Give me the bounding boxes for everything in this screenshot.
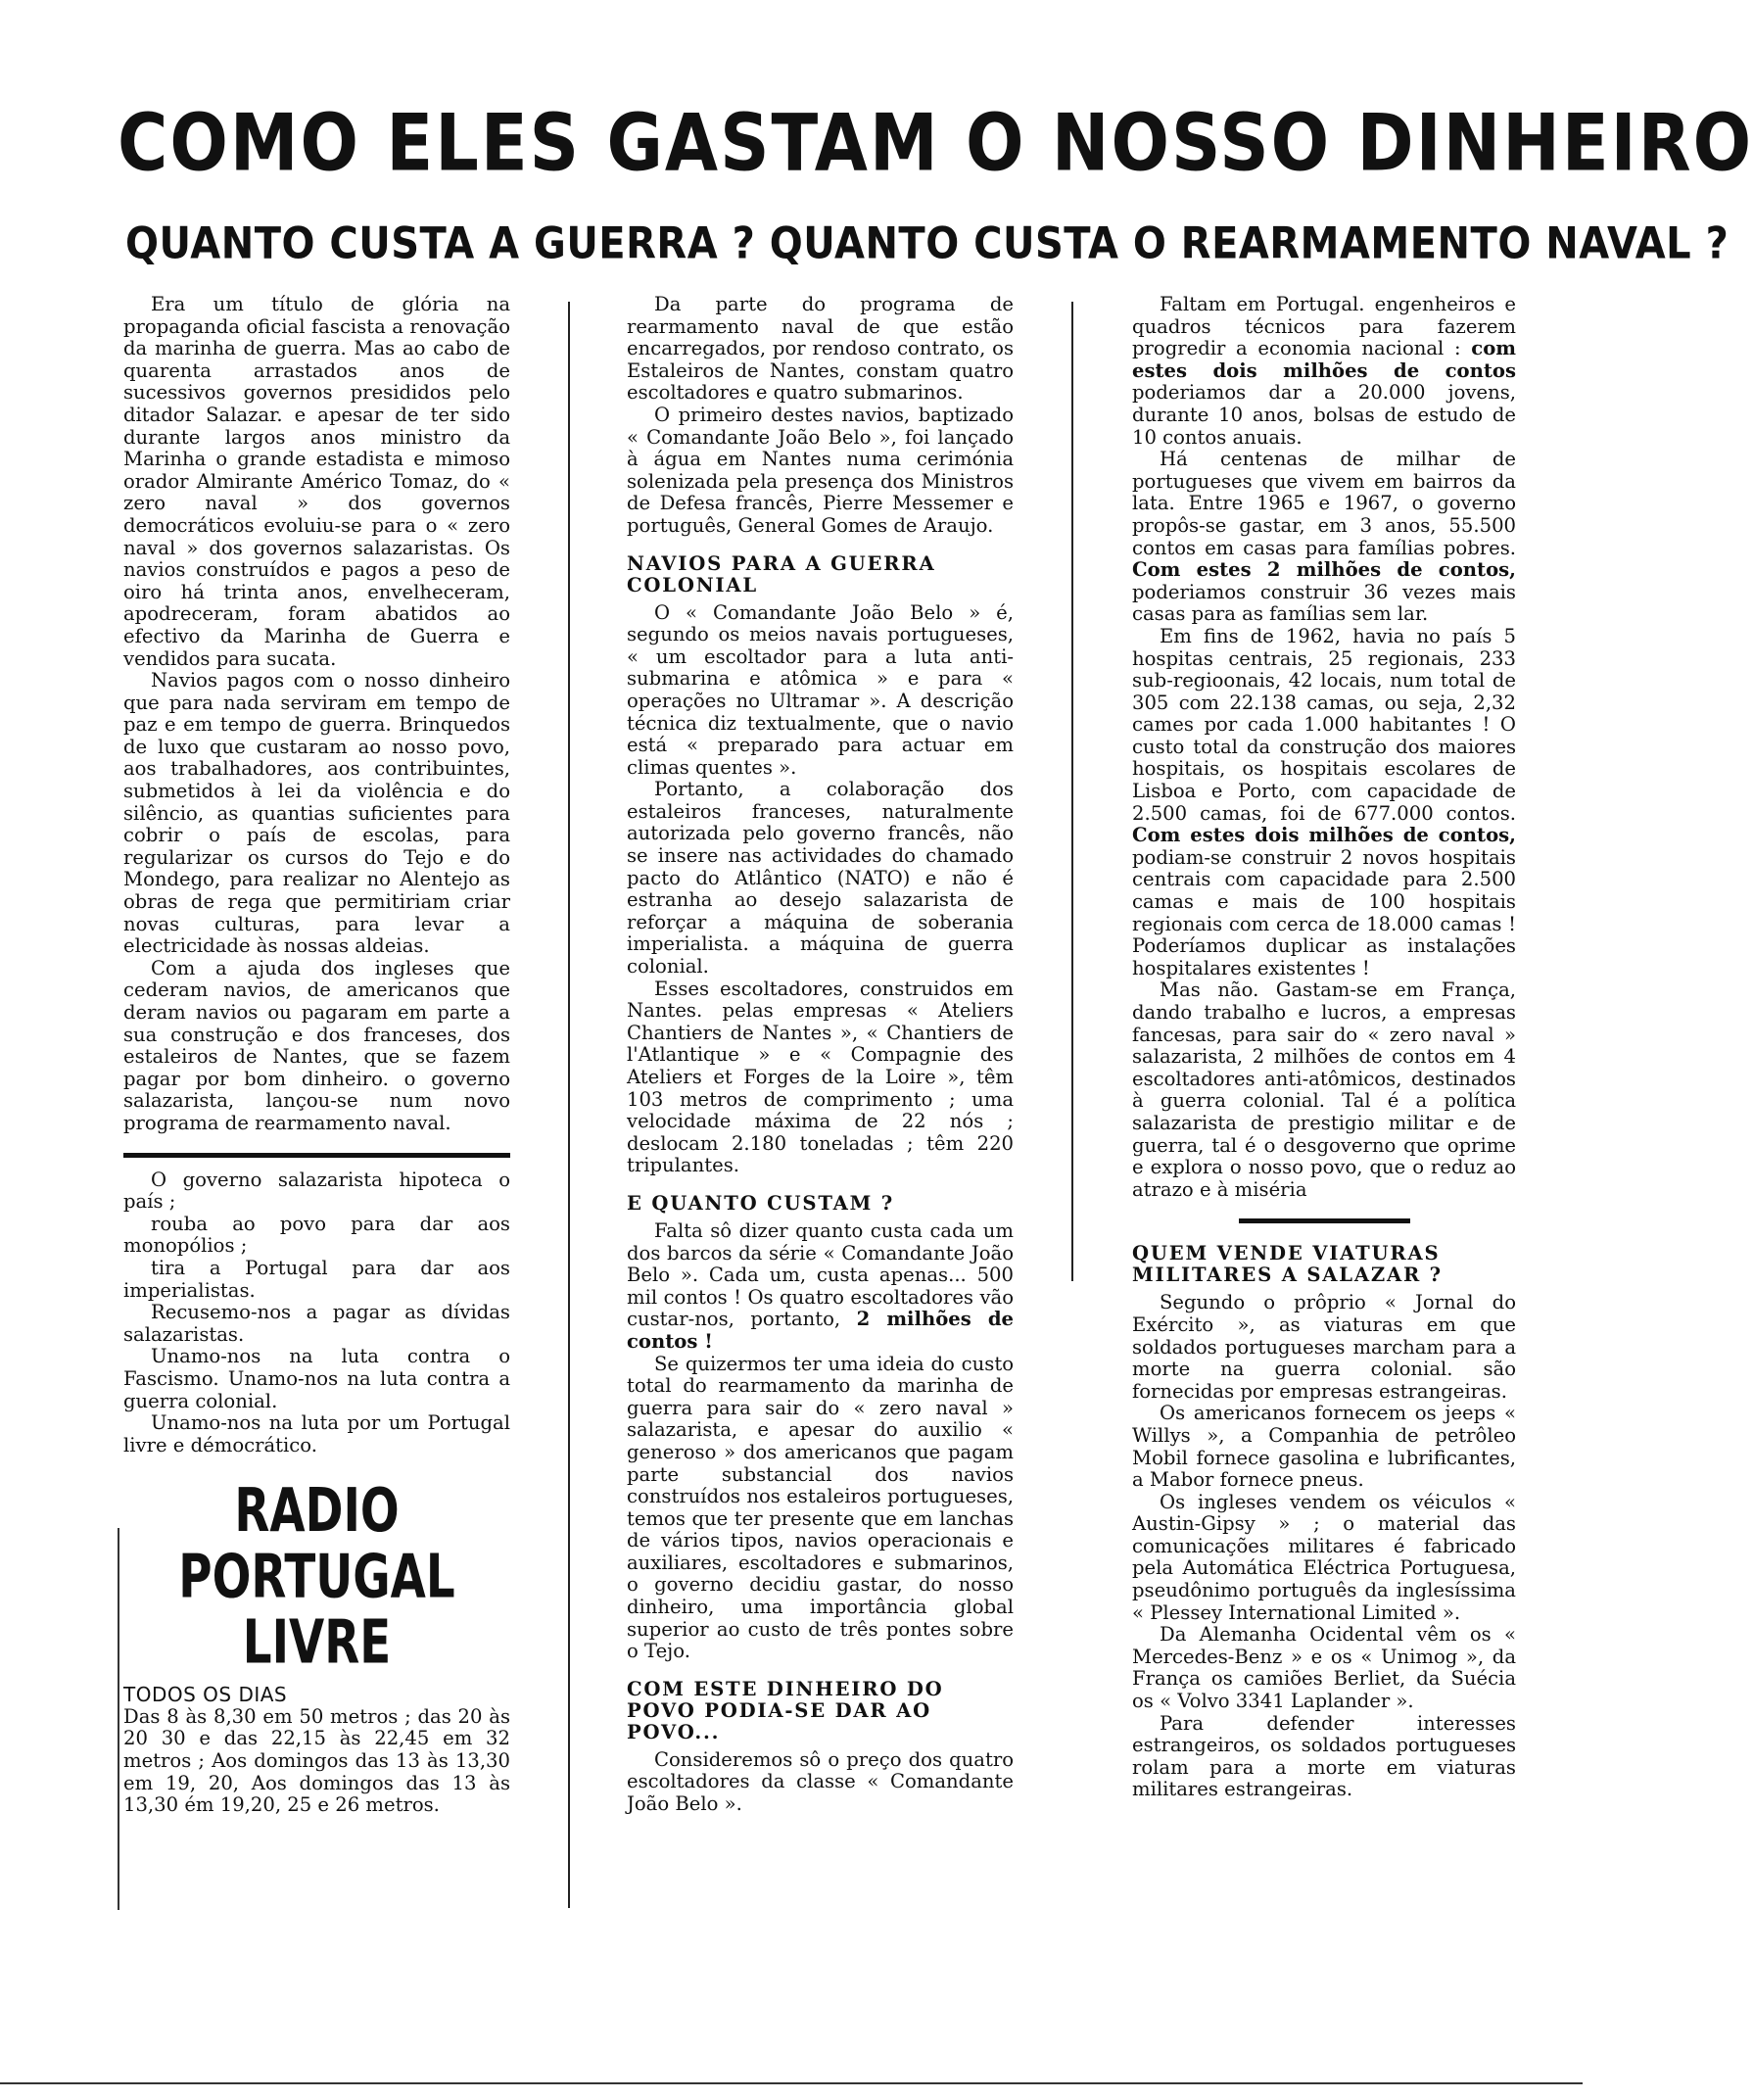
radio-line-2: PORTUGAL — [178, 1542, 455, 1612]
slogan-line: O governo salazarista hipoteca o país ; — [123, 1168, 510, 1214]
page-subtitle: QUANTO CUSTA A GUERRA ? QUANTO CUSTA O REARMAMENTO NAVAL ? — [125, 218, 1729, 269]
emphasis: com estes dois milhões de contos — [1132, 337, 1516, 382]
column-3 — [1132, 294, 1516, 1801]
column-divider-right — [1071, 302, 1073, 1281]
paragraph: Segundo o prôprio « Jornal do Exército », as viaturas em que soldados portugueses marcham para a morte na guerra colonial. são fornecidas por empresas estrangeiras. — [1132, 1291, 1516, 1403]
section-rule — [1239, 1218, 1410, 1223]
paragraph: Mas não. Gastam-se em França, dando trabalho e lucros, a empresas fancesas, para sair do « zero naval » salazarista, 2 milhões de contos em 4 escoltadores anti-atômicos, destinados à guerra colonial. Tal é a política salazarista de prestigio militar e de guerra, tal é o desgoverno que oprime e explora o nosso povo, que o reduz ao atrazo e à miséria — [1132, 978, 1516, 1201]
paragraph-text: Falta sô dizer quanto custa cada um dos barcos da série « Comandante João Belo ». Cada um, custa apenas... 500 mil contos ! Os quatro escoltadores vão custar-nos, portanto, — [627, 1218, 1014, 1331]
column-divider-left — [568, 302, 570, 1908]
page-bottom-rule — [0, 2082, 1583, 2084]
radio-schedule-heading: TODOS OS DIAS — [123, 1683, 288, 1707]
paragraph — [1132, 449, 1516, 626]
emphasis: Com estes dois milhões de contos, — [1132, 824, 1516, 847]
paragraph: Com a ajuda dos ingleses que cederam navios, de americanos que deram navios ou pagaram em parte a sua construção e dos franceses, dos estaleiros de Nantes, que se fazem pagar por bom dinheiro. o governo salazarista, lançou-se num novo programa de rearmamento naval. — [123, 956, 510, 1134]
paragraph: Esses escoltadores, construidos em Nantes. pelas empresas « Ateliers Chantiers de Nantes », « Chantiers de l'Atlantique » e « Compagnie des Ateliers et Forges de la Loire », têm 103 metros de comprimento ; uma velocidade máxima de 22 nós ; deslocam 2.180 toneladas ; têm 220 tripulantes. — [627, 977, 1014, 1177]
column-2 — [627, 294, 1014, 1816]
paragraph-text: Faltam em Portugal. engenheiros e quadros técnicos para fazerem progredir a economia nacional : — [1132, 293, 1516, 360]
slogan-line: tira a Portugal para dar aos imperialistas. — [123, 1256, 510, 1302]
paragraph: Era um título de glória na propaganda oficial fascista a renovação da marinha de guerra. Mas ao cabo de quarenta arrastados anos de sucessivos governos presididos pelo ditador Salazar. e apesar de ter sido durante largos anos ministro da Marinha o grande estadista e mimoso orador Almirante Américo Tomaz, do « zero naval » dos governos democráticos evoluiu-se para o « zero naval » dos governos salazaristas. Os navios construídos e pagos a peso de oiro há trinta anos, envelheceram, apodreceram, foram abatidos ao efectivo da Marinha de Guerra e vendidos para sucata. — [123, 293, 510, 670]
paragraph-text: Há centenas de milhar de portugueses que vivem em bairros da lata. Entre 1965 e 1967, o governo propôs-se gastar, em 3 anos, 55.500 contos em casas para famílias pobres. — [1132, 448, 1516, 559]
column-1 — [123, 294, 510, 1817]
paragraph-text: poderiamos dar a 20.000 jovens, durante 10 anos, bolsas de estudo de 10 contos anuais. — [1132, 381, 1516, 449]
section-heading: QUEM VENDE VIATURAS MILITARES A SALAZAR ? — [1132, 1242, 1443, 1287]
paragraph: Da parte do programa de rearmamento naval de que estão encarregados, por rendoso contrato, os Estaleiros de Nantes, constam quatro escoltadores e quatro submarinos. — [627, 293, 1014, 405]
page-title: COMO ELES GASTAM O NOSSO DINHEIRO — [118, 96, 1753, 190]
paragraph: Os americanos fornecem os jeeps « Willys », a Companhia de petrôleo Mobil fornece gasolina e lubrificantes, a Mabor fornece pneus. — [1132, 1402, 1516, 1492]
paragraph-text: Em fins de 1962, havia no país 5 hospitas centrais, 25 regionais, 233 sub-regioonais, 42 locais, num total de 305 com 22.138 camas, ou seja, 2,32 cames por cada 1.000 habitantes ! O custo total da construção dos maiores hospitais, os hospitais escolares de Lisboa e Porto, com capacidade de 2.500 camas, foi de 677.000 contos. — [1132, 624, 1516, 825]
paragraph: Consideremos sô o preço dos quatro escoltadores da classe « Comandante João Belo ». — [627, 1747, 1014, 1816]
paragraph: Portanto, a colaboração dos estaleiros franceses, naturalmente autorizada pelo governo francês, não se insere nas actividades do chamado pacto do Atlântico (NATO) e não é estranha ao desejo salazarista de reforçar a máquina de soberania imperialista. a máquina de guerra colonial. — [627, 778, 1014, 978]
paragraph — [1132, 294, 1516, 449]
paragraph — [1132, 626, 1516, 980]
paragraph: O primeiro destes navios, baptizado « Comandante João Belo », foi lançado à água em Nantes numa cerimónia solenizada pela presença dos Ministros de Defesa francês, Pierre Messemer e português, General Gomes de Araujo. — [627, 403, 1014, 537]
section-heading: E QUANTO CUSTAM ? — [627, 1191, 895, 1215]
emphasis: Com estes 2 milhões de contos, — [1132, 558, 1516, 582]
slogan-line: Unamo-nos na luta por um Portugal livre e démocrático. — [123, 1411, 510, 1456]
radio-banner — [166, 1476, 467, 1679]
box-edge-left — [118, 1528, 119, 1910]
slogan-line: Unamo-nos na luta contra o Fascismo. Unamo-nos na luta contra a guerra colonial. — [123, 1345, 510, 1412]
section-heading: NAVIOS PARA A GUERRA COLONIAL — [627, 551, 936, 597]
paragraph: Navios pagos com o nosso dinheiro que para nada serviram em tempo de paz e em tempo de guerra. Brinquedos de luxo que custaram ao nosso povo, aos trabalhadores, aos contribuintes, submetidos à lei da violência e do silêncio, as quantias suficientes para cobrir o país de escolas, para regularizar os cursos do Tejo e do Mondego, para realizar no Alentejo as obras de rega que permitiriam criar novas culturas, para levar a electricidade às nossas aldeias. — [123, 669, 510, 958]
slogan-line: rouba ao povo para dar aos monopólios ; — [123, 1212, 510, 1258]
emphasis: 2 milhões de contos ! — [627, 1308, 1014, 1353]
paragraph: Da Alemanha Ocidental vêm os « Mercedes-Benz » e os « Unimog », da França os camiões Berliet, da Suécia os « Volvo 3341 Laplander ». — [1132, 1623, 1516, 1713]
radio-line-1: RADIO — [234, 1476, 400, 1547]
paragraph-text: poderiamos construir 36 vezes mais casas para as famílias sem lar. — [1132, 580, 1516, 626]
paragraph: O « Comandante João Belo » é, segundo os meios navais portugueses, « um escoltador para a luta anti-submarina e atômica » e para « operações no Ultramar ». A descrição técnica diz textualmente, que o navio está « preparado para actuar em climas quentes ». — [627, 600, 1014, 779]
paragraph — [627, 1220, 1014, 1354]
section-rule — [123, 1153, 510, 1158]
section-heading: COM ESTE DINHEIRO DO POVO PODIA-SE DAR AO POVO... — [627, 1677, 944, 1743]
paragraph: Se quizermos ter uma ideia do custo total do rearmamento da marinha de guerra para sair do « zero naval » salazarista, e apesar do auxilio « generoso » dos americanos que pagam parte substancial dos navios construídos nos estaleiros portugueses, temos que ter presente que em lanchas de vários tipos, navios operacionais e auxiliares, escoltadores e submarinos, o governo decidiu gastar, do nosso dinheiro, uma importância global superior ao custo de três pontes sobre o Tejo. — [627, 1352, 1014, 1663]
slogan-box — [123, 1169, 510, 1457]
paragraph: Para defender interesses estrangeiros, os soldados portugueses rolam para a morte em viaturas militares estrangeiras. — [1132, 1711, 1516, 1801]
paragraph: Os ingleses vendem os véiculos « Austin-Gipsy » ; o material das comunicações militares é fabricado pela Automática Eléctrica Portuguesa, pseudônimo português da inglesíssima « Plessey International Limited ». — [1132, 1490, 1516, 1624]
radio-line-3: LIVRE — [242, 1607, 392, 1679]
paragraph-text: podiam-se construir 2 novos hospitais centrais com capacidade para 2.500 camas e mais de 100 hospitais regionais com cerca de 18.000 camas ! Poderíamos duplicar as instalações hospitalares existentes ! — [1132, 845, 1516, 979]
slogan-line: Recusemo-nos a pagar as dívidas salazaristas. — [123, 1301, 510, 1346]
radio-schedule: Das 8 às 8,30 em 50 metros ; das 20 às 20 30 e das 22,15 às 22,45 em 32 metros ; Aos domingos das 13 às 13,30 em 19, 20, Aos domingos das 13 às 13,30 ém 19,20, 25 e 26 metros. — [123, 1704, 510, 1817]
